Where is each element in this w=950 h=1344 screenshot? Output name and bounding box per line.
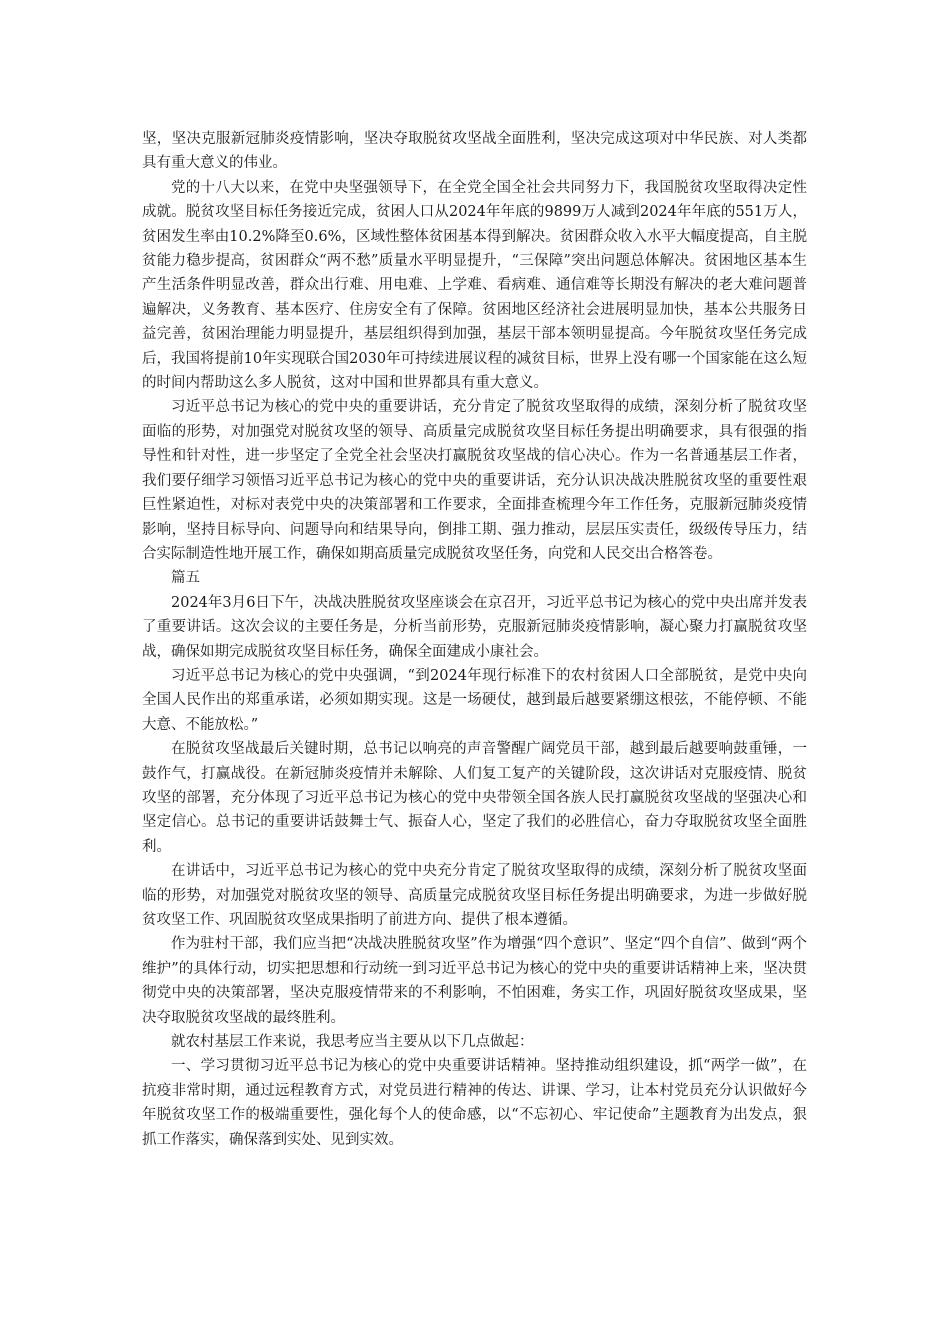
paragraph-grassroots-intro: 就农村基层工作来说，我思考应当主要从以下几点做起：	[171, 1034, 534, 1051]
paragraph-speech-significance: 习近平总书记为核心的党中央的重要讲话，充分肯定了脱贫攻坚取得的成绩，深刻分析了脱贫攻坚面临的形势，对加强党对脱贫攻坚的领导、高质量完成脱贫攻坚目标任务提出明确要求，具有很强的指导性和针对性，进一步坚定了全党全社会坚决打赢脱贫攻坚战的信心决心。作为一名普通基层工作者，我们要仔细学习领悟习近平总书记为核心的党中央的重要讲话，充分认识决战决胜脱贫攻坚的重要性艰巨性紧迫性，对标对表党中央的决策部署和工作要求，全面排查梳理今年工作任务，克服新冠肺炎疫情影响，坚持目标导向、问题导向和结果导向，倒排工期、强力推动，层层压实责任，级级传导压力，结合实际制造性地开展工作，确保如期高质量完成脱贫攻坚任务，向党和人民交出合格答卷。	[142, 399, 807, 562]
paragraph-achievements: 党的十八大以来，在党中央坚强领导下，在全党全国全社会共同努力下，我国脱贫攻坚取得决定性成就。脱贫攻坚目标任务接近完成，贫困人口从2024年年底的9899万人减到2024年年底的551万人，贫困发生率由10.2%降至0.6%，区域性整体贫困基本得到解决。贫困群众收入水平大幅度提高，自主脱贫能力稳步提高，贫困群众“两不愁”质量水平明显提升，“三保障”突出问题总体解决。贫困地区基本生产生活条件明显改善，群众出行难、用电难、上学难、看病难、通信难等长期没有解决的老大难问题普遍解决，义务教育、基本医疗、住房安全有了保障。贫困地区经济社会进展明显加快，基本公共服务日益完善，贫困治理能力明显提升，基层组织得到加强，基层干部本领明显提高。今年脱贫攻坚任务完成后，我国将提前10年实现联合国2030年可持续进展议程的减贫目标，世界上没有哪一个国家能在这么短的时间内帮助这么多人脱贫，这对中国和世界都具有重大意义。	[142, 179, 807, 392]
paragraph-continuation: 坚，坚决克服新冠肺炎疫情影响，坚决夺取脱贫攻坚战全面胜利，坚决完成这项对中华民族、对人类都具有重大意义的伟业。	[142, 131, 807, 172]
paragraph-point-one: 一、学习贯彻习近平总书记为核心的党中央重要讲话精神。坚持推动组织建设，抓“两学一做”，在抗疫非常时期，通过远程教育方式，对党员进行精神的传达、讲课、学习，让本村党员充分认识做好今年脱贫攻坚工作的极端重要性，强化每个人的使命感，以“不忘初心、牢记使命”主题教育为出发点，狠抓工作落实，确保落到实处、见到实效。	[142, 1058, 807, 1148]
paragraph-quote: 习近平总书记为核心的党中央强调，“到2024年现行标准下的农村贫困人口全部脱贫，是党中央向全国人民作出的郑重承诺，必须如期实现。这是一场硬仗，越到最后越要紧绷这根弦，不能停顿、不能大意、不能放松。”	[142, 667, 807, 733]
paragraph-critical-period: 在脱贫攻坚战最后关键时期，总书记以响亮的声音警醒广阔党员干部，越到最后越要响鼓重锤，一鼓作气，打赢战役。在新冠肺炎疫情并未解除、人们复工复产的关键阶段，这次讲话对克服疫情、脱贫攻坚的部署，充分体现了习近平总书记为核心的党中央带领全国各族人民打赢脱贫攻坚战的坚强决心和坚定信心。总书记的重要讲话鼓舞士气、振奋人心，坚定了我们的必胜信心，奋力夺取脱贫攻坚全面胜利。	[142, 741, 807, 855]
paragraph-village-cadre: 作为驻村干部，我们应当把“决战决胜脱贫攻坚”作为增强“四个意识”、坚定“四个自信”、做到“两个维护”的具体行动，切实把思想和行动统一到习近平总书记为核心的党中央的重要讲话精神上来，坚决贯彻党中央的决策部署，坚决克服疫情带来的不利影响，不怕困难，务实工作，巩固好脱贫攻坚成果，坚决夺取脱贫攻坚战的最终胜利。	[142, 936, 807, 1026]
paragraph-speech-content: 在讲话中，习近平总书记为核心的党中央充分肯定了脱贫攻坚取得的成绩，深刻分析了脱贫攻坚面临的形势，对加强党对脱贫攻坚的领导、高质量完成脱贫攻坚目标任务提出明确要求，为进一步做好脱贫攻坚工作、巩固脱贫攻坚成果指明了前进方向、提供了根本遵循。	[142, 863, 807, 928]
section-heading-pian-wu: 篇五	[171, 570, 200, 587]
paragraph-meeting-intro: 2024年3月6日下午，决战决胜脱贫攻坚座谈会在京召开，习近平总书记为核心的党中央出席并发表了重要讲话。这次会议的主要任务是，分析当前形势，克服新冠肺炎疫情影响，凝心聚力打赢脱贫攻坚战，确保如期完成脱贫攻坚目标任务，确保全面建成小康社会。	[142, 594, 807, 660]
document-body	[142, 127, 807, 1152]
